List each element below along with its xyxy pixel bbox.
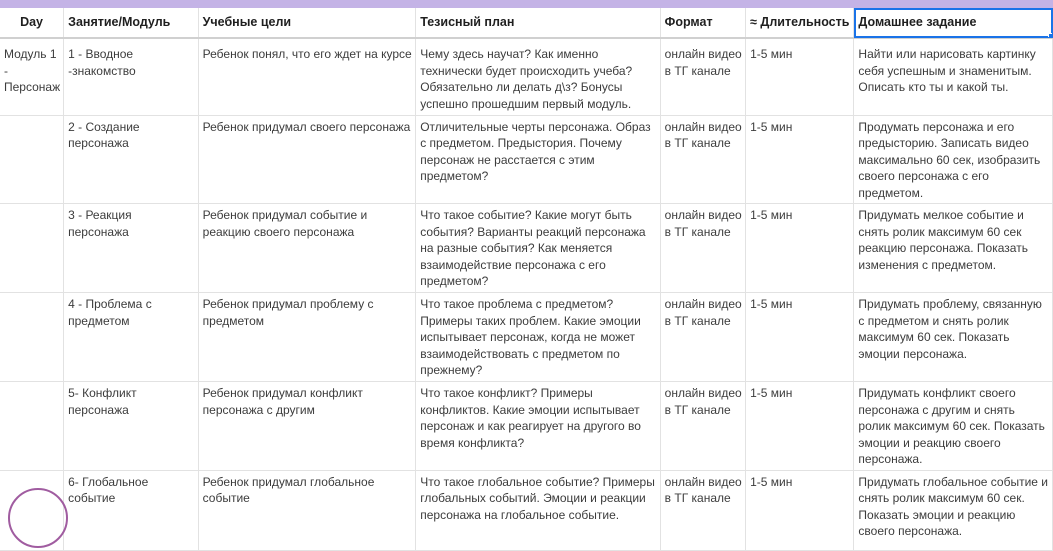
cell-plan[interactable]: Чему здесь научат? Как именно технически будет происходить учеба? Обязательно ли делать д\з? Бонусы успешно прошедшим первый модуль. [416, 43, 660, 115]
cell-format[interactable]: онлайн видео в ТГ канале [660, 115, 745, 204]
selection-fill-handle[interactable] [1048, 33, 1053, 38]
cell-homework[interactable]: Придумать мелкое событие и снять ролик максимум 60 сек реакцию персонажа. Показать изменения с предметом. [854, 204, 1053, 293]
cell-plan[interactable]: Что такое конфликт? Примеры конфликтов. Какие эмоции испытывает персонаж и как реагирует на другого во время конфликта? [416, 382, 660, 471]
cell-module[interactable]: 5- Конфликт персонажа [64, 382, 199, 471]
sheet-top-strip [0, 0, 1053, 8]
header-format[interactable]: Формат [660, 8, 745, 38]
cell-homework[interactable]: Придумать конфликт своего персонажа с другим и снять ролик максимум 60 сек. Показать эмоции и реакцию своего персонажа. [854, 382, 1053, 471]
cell-day[interactable] [0, 382, 64, 471]
header-duration[interactable]: ≈ Длительность [746, 8, 854, 38]
header-plan[interactable]: Тезисный план [416, 8, 660, 38]
cell-module[interactable]: 3 - Реакция персонажа [64, 204, 199, 293]
cell-goals[interactable]: Ребенок придумал конфликт персонажа с другим [198, 382, 416, 471]
cell-goals[interactable]: Ребенок придумал событие и реакцию своего персонажа [198, 204, 416, 293]
cell-plan[interactable]: Что такое проблема с предметом? Примеры таких проблем. Какие эмоции испытывает персонаж, когда не может взаимодействовать с предметом по прежнему? [416, 293, 660, 382]
cell-day[interactable] [0, 204, 64, 293]
cell-format[interactable]: онлайн видео в ТГ канале [660, 43, 745, 115]
header-homework-selected-cell[interactable] [854, 8, 1053, 38]
cell-duration[interactable]: 1-5 мин [746, 293, 854, 382]
header-module[interactable]: Занятие/Модуль [64, 8, 199, 38]
header-row [0, 8, 1053, 38]
cell-day[interactable]: Модуль 1 - Персонаж [0, 43, 64, 115]
cell-plan[interactable]: Что такое событие? Какие могут быть события? Варианты реакций персонажа на разные события? Как меняется взаимодействие персонажа с его предметом? [416, 204, 660, 293]
cell-goals[interactable]: Ребенок придумал глобальное событие [198, 470, 416, 550]
header-homework: Домашнее задание [858, 15, 977, 30]
table-row [0, 470, 1053, 550]
cell-homework[interactable]: Придумать проблему, связанную с предметом и снять ролик максимум 60 сек. Показать эмоции персонажа. [854, 293, 1053, 382]
table-row [0, 382, 1053, 471]
cell-format[interactable]: онлайн видео в ТГ канале [660, 382, 745, 471]
cell-duration[interactable]: 1-5 мин [746, 470, 854, 550]
cell-module[interactable]: 1 - Вводное -знакомство [64, 43, 199, 115]
avatar-circle[interactable] [8, 488, 68, 548]
cell-duration[interactable]: 1-5 мин [746, 43, 854, 115]
cell-day[interactable] [0, 115, 64, 204]
cell-day[interactable] [0, 293, 64, 382]
curriculum-table [0, 8, 1053, 551]
header-day[interactable]: Day [0, 8, 64, 38]
cell-duration[interactable]: 1-5 мин [746, 115, 854, 204]
cell-module[interactable]: 4 - Проблема с предметом [64, 293, 199, 382]
table-row [0, 43, 1053, 115]
table-row [0, 115, 1053, 204]
cell-module[interactable]: 6- Глобальное событие [64, 470, 199, 550]
cell-module[interactable]: 2 - Создание персонажа [64, 115, 199, 204]
table-row [0, 204, 1053, 293]
cell-homework[interactable]: Придумать глобальное событие и снять ролик максимум 60 сек. Показать эмоции и реакцию своего персонажа. [854, 470, 1053, 550]
cell-plan[interactable]: Что такое глобальное событие? Примеры глобальных событий. Эмоции и реакции персонажа на глобальное событие. [416, 470, 660, 550]
cell-goals[interactable]: Ребенок понял, что его ждет на курсе [198, 43, 416, 115]
cell-homework[interactable]: Найти или нарисовать картинку себя успешным и знаменитым. Описать кто ты и какой ты. [854, 43, 1053, 115]
table-row [0, 293, 1053, 382]
cell-format[interactable]: онлайн видео в ТГ канале [660, 293, 745, 382]
cell-plan[interactable]: Отличительные черты персонажа. Образ с предметом. Предыстория. Почему персонаж не расстается с этим предметом? [416, 115, 660, 204]
cell-format[interactable]: онлайн видео в ТГ канале [660, 204, 745, 293]
cell-duration[interactable]: 1-5 мин [746, 204, 854, 293]
cell-goals[interactable]: Ребенок придумал своего персонажа [198, 115, 416, 204]
cell-homework[interactable]: Продумать персонажа и его предысторию. Записать видео максимально 60 сек, изобразить своего персонажа с его предметом. [854, 115, 1053, 204]
cell-goals[interactable]: Ребенок придумал проблему с предметом [198, 293, 416, 382]
cell-format[interactable]: онлайн видео в ТГ канале [660, 470, 745, 550]
header-goals[interactable]: Учебные цели [198, 8, 416, 38]
cell-duration[interactable]: 1-5 мин [746, 382, 854, 471]
